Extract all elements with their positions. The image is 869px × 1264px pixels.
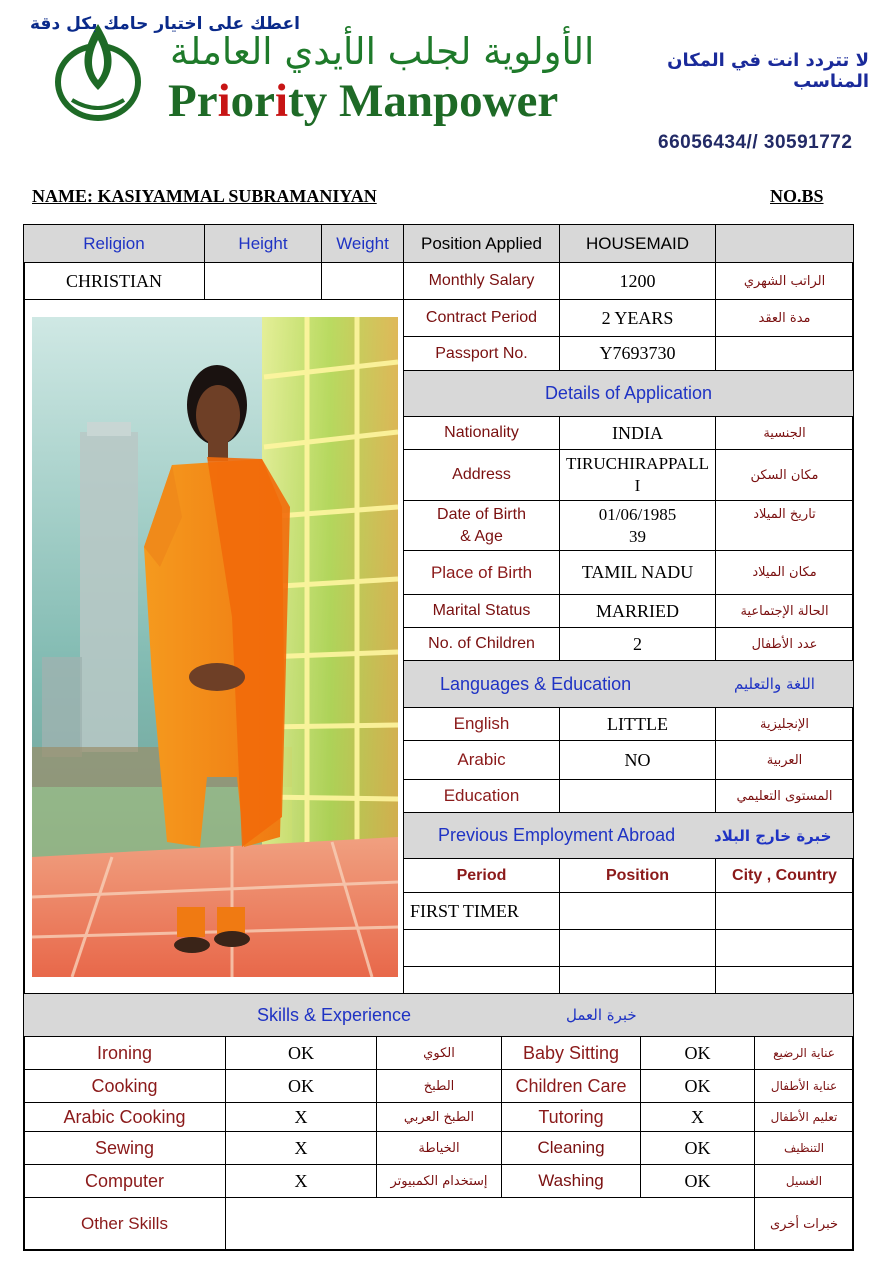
address-value: TIRUCHIRAPPALLI <box>559 449 716 501</box>
skill-ironing-label: Ironing <box>23 1036 226 1070</box>
dob-value <box>559 500 716 551</box>
company-logo <box>52 20 144 124</box>
skill-computer-label: Computer <box>23 1164 226 1198</box>
skill-computer-arabic: إستخدام الكمبيوتر <box>376 1164 502 1198</box>
children-value: 2 <box>559 627 716 661</box>
skill-cleaning-label: Cleaning <box>501 1131 641 1165</box>
reference-number: NO.BS <box>770 186 824 206</box>
height-header: Height <box>204 224 322 263</box>
monthly-salary-value: 1200 <box>559 262 716 300</box>
religion-value: CHRISTIAN <box>23 262 205 300</box>
weight-value <box>321 262 404 300</box>
place-of-birth-arabic: مكان الميلاد <box>715 550 854 595</box>
employment-row-3-city <box>715 966 854 994</box>
skill-childrencare-value: OK <box>640 1069 755 1103</box>
children-label: No. of Children <box>403 627 560 661</box>
skills-title-bar <box>23 993 854 1037</box>
skill-arabiccooking-value: X <box>225 1102 377 1132</box>
employment-title-arabic: خبرة خارج البلاد <box>714 826 832 845</box>
skill-childrencare-label: Children Care <box>501 1069 641 1103</box>
employment-row-1-city <box>715 892 854 930</box>
employment-row-1-position <box>559 892 716 930</box>
header-tagline: اعطك على اختيار حامك بكل دقة <box>30 14 300 34</box>
brand-name-arabic: الأولوية لجلب الأيدي العاملة <box>170 30 595 73</box>
skills-title-arabic: خبرة العمل <box>566 1006 637 1024</box>
skill-tutoring-value: X <box>640 1102 755 1132</box>
phone-numbers: 66056434// 30591772 <box>658 132 853 153</box>
skill-computer-value: X <box>225 1164 377 1198</box>
skill-arabiccooking-label: Arabic Cooking <box>23 1102 226 1132</box>
slogan-arabic: لا تتردد انت في المكان المناسب <box>667 50 869 92</box>
details-title: Details of Application <box>403 370 854 417</box>
contract-period-arabic: مدة العقد <box>715 299 854 337</box>
languages-title: Languages & Education <box>440 673 632 694</box>
employment-row-3-position <box>559 966 716 994</box>
height-value <box>204 262 322 300</box>
skill-cooking-value: OK <box>225 1069 377 1103</box>
languages-title-bar <box>403 660 854 708</box>
employment-row-1-period: FIRST TIMER <box>403 892 560 930</box>
dob-date: 01/06/1985 <box>598 504 677 524</box>
skill-cleaning-arabic: التنظيف <box>754 1131 854 1165</box>
position-applied-label: Position Applied <box>403 224 560 263</box>
place-of-birth-label: Place of Birth <box>403 550 560 595</box>
contract-period-value: 2 YEARS <box>559 299 716 337</box>
passport-arabic <box>715 336 854 371</box>
employment-title: Previous Employment Abroad <box>438 825 676 845</box>
skill-ironing-arabic: الكوي <box>376 1036 502 1070</box>
place-of-birth-value: TAMIL NADU <box>559 550 716 595</box>
dob-arabic: تاريخ الميلاد <box>715 500 854 551</box>
nationality-value: INDIA <box>559 416 716 450</box>
position-applied-arabic <box>715 224 854 263</box>
skill-washing-label: Washing <box>501 1164 641 1198</box>
other-skills-value <box>225 1197 755 1251</box>
skill-babysitting-arabic: عناية الرضيع <box>754 1036 854 1070</box>
marital-status-label: Marital Status <box>403 594 560 628</box>
education-label: Education <box>403 779 560 813</box>
skill-cooking-label: Cooking <box>23 1069 226 1103</box>
nationality-arabic: الجنسية <box>715 416 854 450</box>
skill-washing-arabic: الغسيل <box>754 1164 854 1198</box>
contract-period-label: Contract Period <box>403 299 560 337</box>
marital-status-arabic: الحالة الإجتماعية <box>715 594 854 628</box>
address-label: Address <box>403 449 560 501</box>
employment-title-bar <box>403 812 854 859</box>
passport-value: Y7693730 <box>559 336 716 371</box>
position-applied-value: HOUSEMAID <box>559 224 716 263</box>
applicant-name: NAME: KASIYAMMAL SUBRAMANIYAN <box>32 186 377 206</box>
education-value <box>559 779 716 813</box>
children-arabic: عدد الأطفال <box>715 627 854 661</box>
brand-name-english: Priority Manpower <box>168 75 559 127</box>
applicant-photo <box>32 317 398 977</box>
religion-header: Religion <box>23 224 205 263</box>
employment-header-city-country: City , Country <box>715 858 854 893</box>
nationality-label: Nationality <box>403 416 560 450</box>
employment-row-3-period <box>403 966 560 994</box>
other-skills-arabic: خبرات أخرى <box>754 1197 854 1251</box>
skill-sewing-arabic: الخياطة <box>376 1131 502 1165</box>
english-value: LITTLE <box>559 707 716 741</box>
skill-tutoring-arabic: تعليم الأطفال <box>754 1102 854 1132</box>
education-arabic: المستوى التعليمي <box>715 779 854 813</box>
skill-sewing-value: X <box>225 1131 377 1165</box>
monthly-salary-arabic: الراتب الشهري <box>715 262 854 300</box>
weight-header: Weight <box>321 224 404 263</box>
address-arabic: مكان السكن <box>715 449 854 501</box>
employment-row-2-period <box>403 929 560 967</box>
skill-babysitting-value: OK <box>640 1036 755 1070</box>
skill-childrencare-arabic: عناية الأطفال <box>754 1069 854 1103</box>
passport-label: Passport No. <box>403 336 560 371</box>
skill-babysitting-label: Baby Sitting <box>501 1036 641 1070</box>
english-arabic: الإنجليزية <box>715 707 854 741</box>
employment-row-2-position <box>559 929 716 967</box>
employment-row-2-city <box>715 929 854 967</box>
arabic-arabic: العربية <box>715 740 854 780</box>
skill-arabiccooking-arabic: الطبخ العربي <box>376 1102 502 1132</box>
skill-washing-value: OK <box>640 1164 755 1198</box>
skills-title: Skills & Experience <box>257 1004 412 1025</box>
skill-cleaning-value: OK <box>640 1131 755 1165</box>
skill-ironing-value: OK <box>225 1036 377 1070</box>
monthly-salary-label: Monthly Salary <box>403 262 560 300</box>
languages-title-arabic: اللغة والتعليم <box>734 675 815 693</box>
marital-status-value: MARRIED <box>559 594 716 628</box>
english-label: English <box>403 707 560 741</box>
dob-label: Date of Birth & Age <box>403 500 560 551</box>
arabic-label: Arabic <box>403 740 560 780</box>
employment-header-position: Position <box>559 858 716 893</box>
skill-sewing-label: Sewing <box>23 1131 226 1165</box>
skill-tutoring-label: Tutoring <box>501 1102 641 1132</box>
skill-cooking-arabic: الطبخ <box>376 1069 502 1103</box>
arabic-value: NO <box>559 740 716 780</box>
age-value: 39 <box>629 526 646 546</box>
other-skills-label: Other Skills <box>23 1197 226 1251</box>
employment-header-period: Period <box>403 858 560 893</box>
